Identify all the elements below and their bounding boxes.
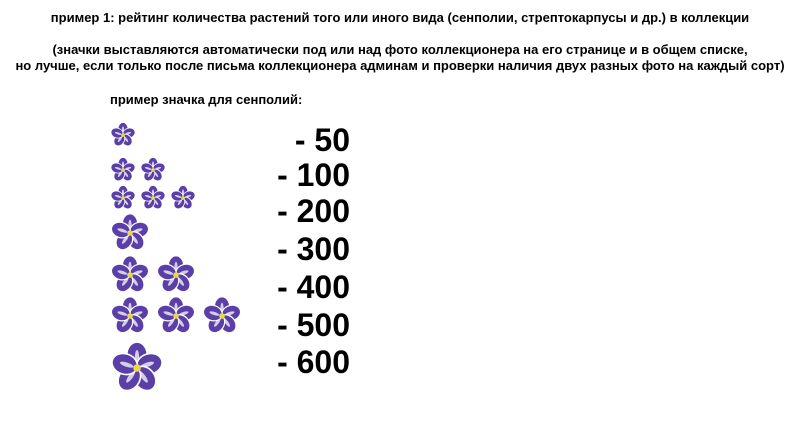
page-title: пример 1: рейтинг количества растений того или иного вида (сенполии, стрептокарпусы и др.) в коллекции (50, 10, 750, 25)
large-violet-flower-icon (110, 341, 164, 395)
medium-violet-flower-icon (110, 296, 150, 336)
rating-row-400 (0, 254, 800, 305)
rating-value: - 600 (277, 344, 350, 380)
rating-icons (110, 120, 136, 150)
small-violet-flower-icon (140, 157, 166, 183)
small-violet-flower-icon (110, 157, 136, 183)
medium-violet-flower-icon (110, 255, 150, 295)
rating-row-50 (0, 120, 800, 158)
rating-icons (110, 295, 242, 337)
rating-value: - 200 (277, 193, 350, 229)
rating-icons (110, 340, 164, 396)
rating-value: - 50 (294, 122, 350, 158)
small-violet-flower-icon (110, 185, 136, 211)
rating-value: - 400 (277, 269, 350, 305)
explanation-line-1: (значки выставляются автоматически под или над фото коллекционера на его странице и в общем списке, (52, 42, 748, 57)
medium-violet-flower-icon (156, 296, 196, 336)
rating-row-600 (0, 340, 800, 378)
medium-violet-flower-icon (156, 255, 196, 295)
explanation-line-2: но лучше, если только после письма коллекционера админам и проверки наличия двух разных фото на каждый сорт) (15, 58, 785, 73)
medium-violet-flower-icon (110, 213, 150, 253)
small-violet-flower-icon (170, 185, 196, 211)
explanation-note (0, 42, 800, 74)
rating-row-300 (0, 212, 800, 267)
rating-icons (110, 183, 196, 213)
rating-icons (110, 155, 166, 185)
rating-icons (110, 254, 196, 296)
medium-violet-flower-icon (202, 296, 242, 336)
small-violet-flower-icon (110, 122, 136, 148)
rating-value: - 100 (277, 157, 350, 193)
small-violet-flower-icon (140, 185, 166, 211)
rating-value: - 500 (277, 307, 350, 343)
example-subheading: пример значка для сенполий: (110, 92, 303, 107)
rating-row-500 (0, 295, 800, 343)
rating-icons (110, 212, 150, 254)
rating-value: - 300 (277, 231, 350, 267)
